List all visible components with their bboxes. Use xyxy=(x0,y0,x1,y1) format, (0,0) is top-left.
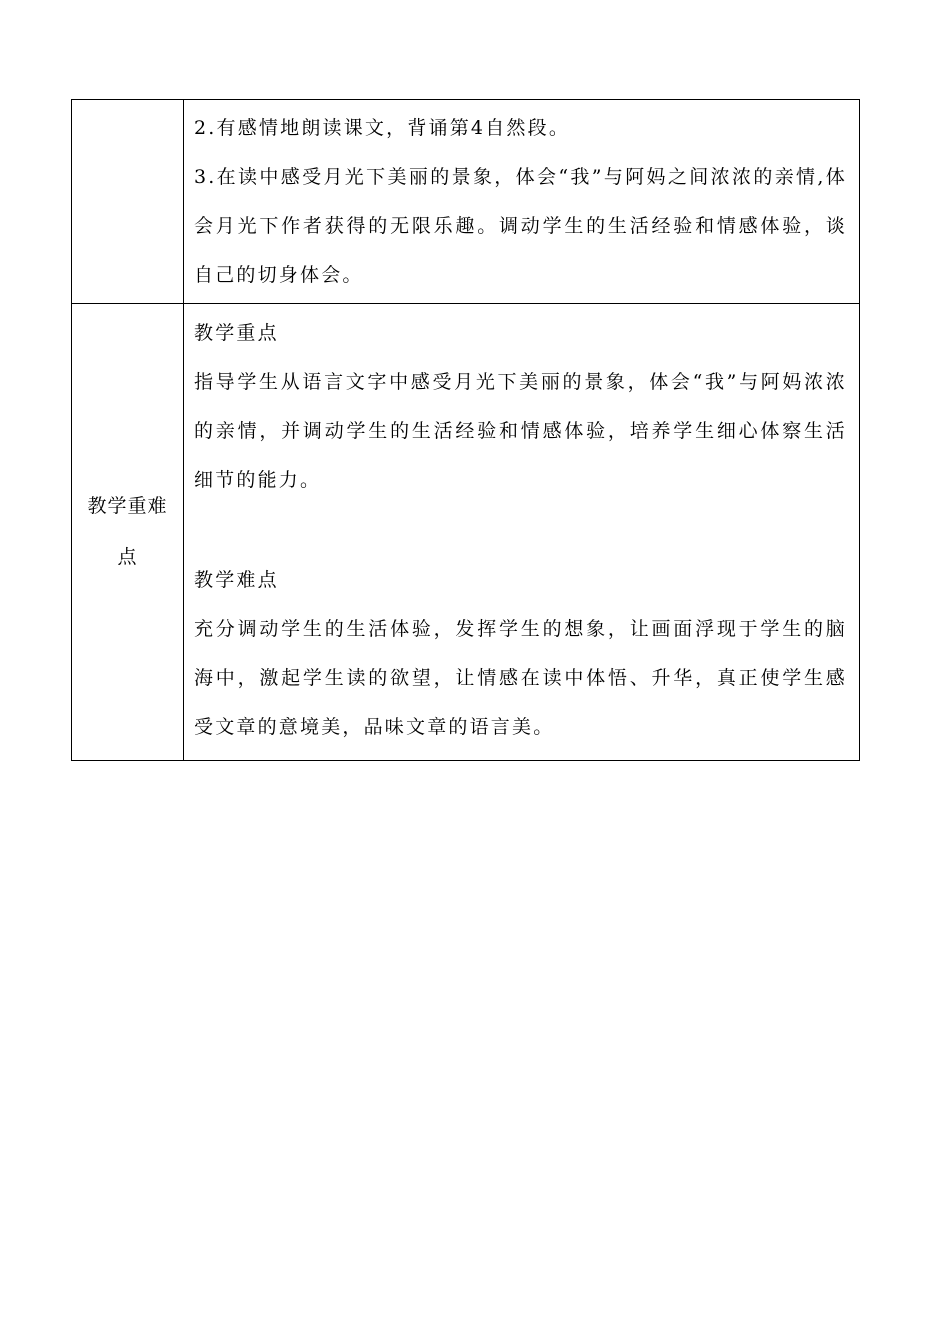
lesson-plan-table xyxy=(71,99,860,761)
key-point-text: 指导学生从语言文字中感受月光下美丽的景象，体会“我”与阿妈浓浓的亲情，并调动学生的生活经验和情感体验，培养学生细心体察生活细节的能力。 xyxy=(194,371,847,491)
row-label-empty xyxy=(72,100,184,304)
objectives-content xyxy=(184,100,860,304)
row-label-key-difficult-points: 教学重难点 xyxy=(72,304,184,761)
table-row-objectives xyxy=(72,100,860,304)
difficulty-text: 充分调动学生的生活体验，发挥学生的想象，让画面浮现于学生的脑海中，激起学生读的欲望，让情感在读中体悟、升华，真正使学生感受文章的意境美，品味文章的语言美。 xyxy=(194,618,847,738)
table-row-key-difficult-points xyxy=(72,304,860,761)
difficulty-heading: 教学难点 xyxy=(194,569,279,591)
key-difficult-content xyxy=(184,304,860,761)
objective-item-2: 2.有感情地朗读课文，背诵第4自然段。 xyxy=(194,117,571,139)
key-point-heading: 教学重点 xyxy=(194,322,279,344)
objective-item-3: 3.在读中感受月光下美丽的景象，体会“我”与阿妈之间浓浓的亲情,体会月光下作者获得的无限乐趣。调动学生的生活经验和情感体验，谈自己的切身体会。 xyxy=(194,166,847,286)
section-spacer xyxy=(194,505,847,556)
